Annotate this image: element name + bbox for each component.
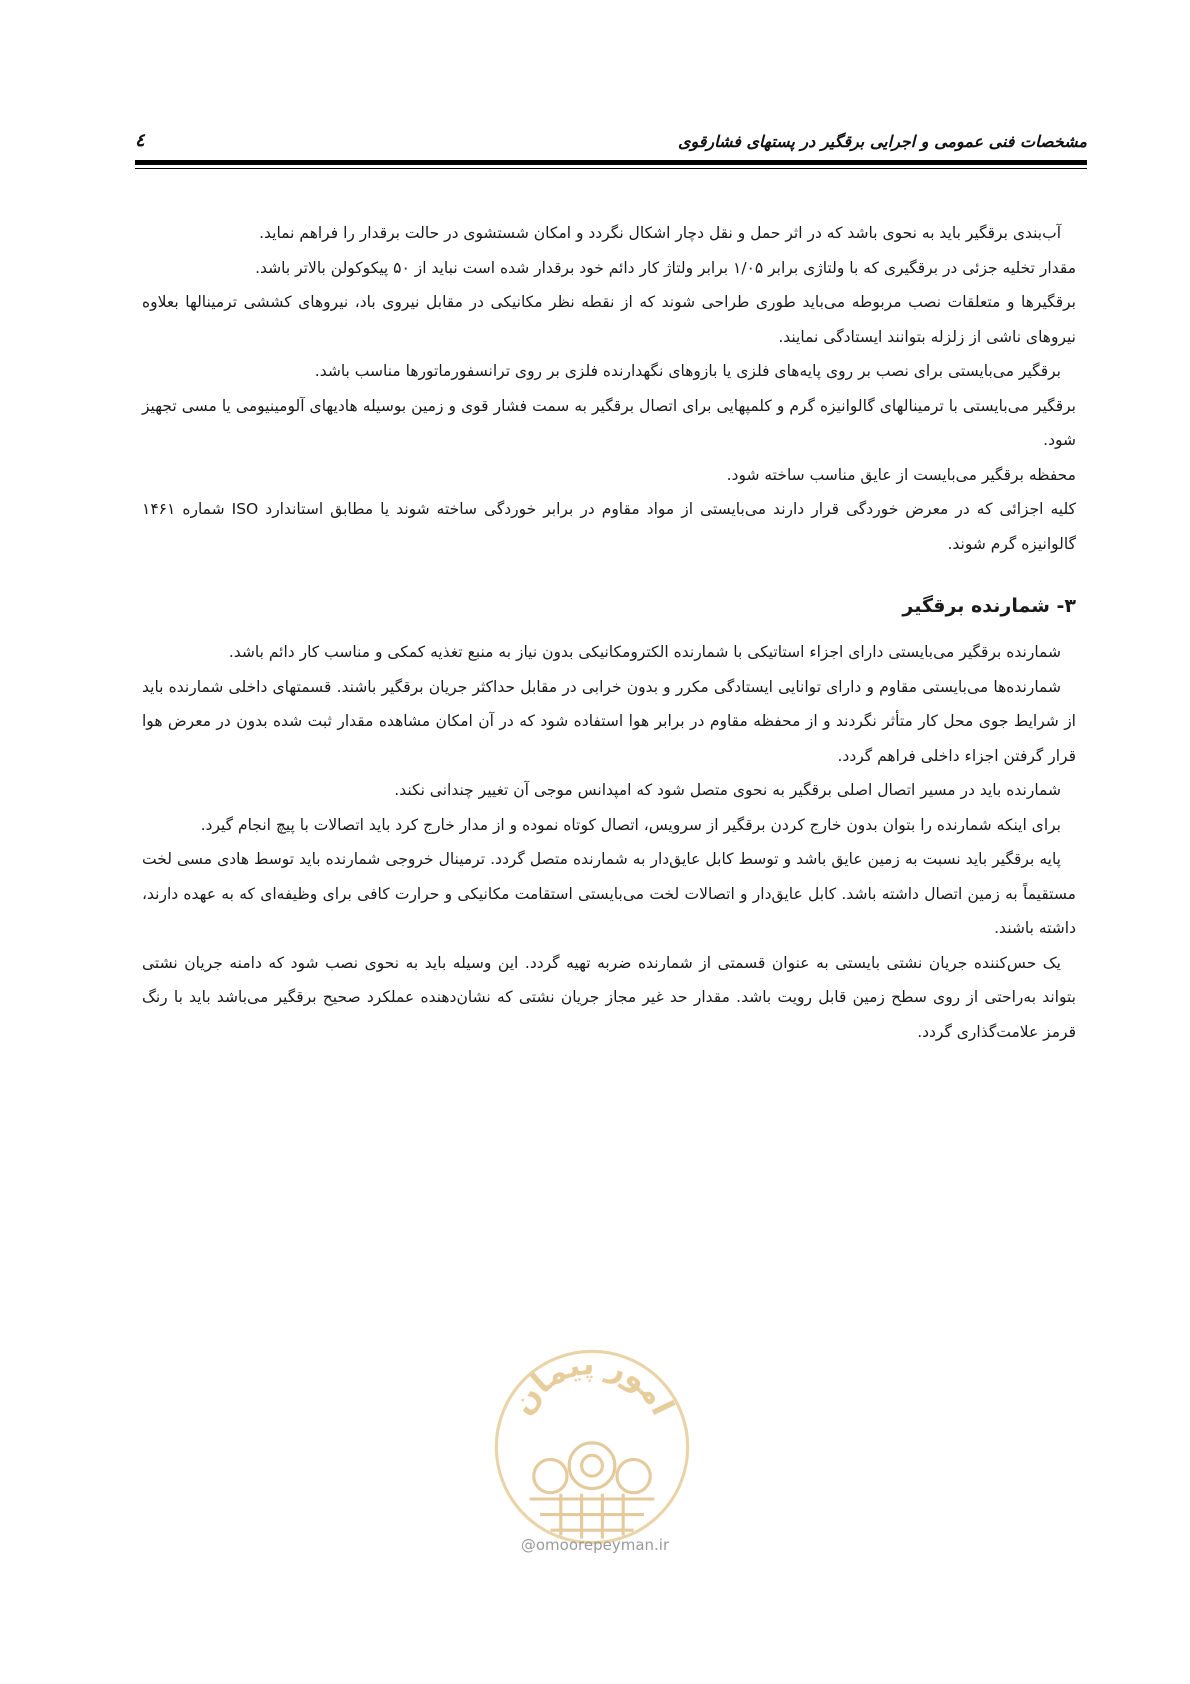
paragraph: محفظه برقگیر می‌بایست از عایق مناسب ساخته شود.: [726, 465, 1076, 484]
header-title: مشخصات فنی عمومی و اجرایی برقگیر در پستهای فشارقوی: [677, 132, 1087, 151]
header-rule-thick: [135, 160, 1087, 165]
header-rule-thin: [135, 168, 1087, 169]
watermark-url: @omoorepeyman.ir: [520, 1536, 670, 1554]
paragraph: مقدار تخلیه جزئی در برقگیری که با ولتاژی برابر ۱/۰۵ برابر ولتاژ کار دائم خود برقدار شده است نباید از ۵۰ پیکوکولن بالاتر باشد.: [255, 258, 1076, 277]
watermark-logo-icon: [488, 1343, 696, 1551]
page-number: ٤: [135, 130, 145, 151]
paragraph: برقگیر می‌بایستی برای نصب بر روی پایه‌های فلزی یا بازوهای نگهدارنده فلزی بر روی ترانسفورماتورها مناسب باشد.: [314, 362, 1061, 380]
paragraph: شمارنده باید در مسیر اتصال اصلی برقگیر به نحوی متصل شود که امپدانس موجی آن تغییر چندانی نکند.: [394, 781, 1061, 799]
paragraph: برقگیر می‌بایستی با ترمینالهای گالوانیزه گرم و کلمپهایی برای اتصال برقگیر به سمت فشار قوی و زمین بوسیله هادیهای آلومینیومی یا مسی تجهیز شود.: [142, 396, 1076, 449]
paragraph: آب‌بندی برقگیر باید به نحوی باشد که در اثر حمل و نقل دچار اشکال نگردد و امکان شستشوی در حالت برقدار را فراهم نماید.: [259, 224, 1061, 242]
watermark-logo-text: امور پیمان: [504, 1346, 681, 1422]
paragraph: شمارنده‌ها می‌بایستی مقاوم و دارای توانایی ایستادگی مکرر و بدون خرابی در مقابل حداکثر جریان برقگیر باشند. قسمتهای داخلی شمارنده باید از شرایط جوی محل کار متأثر نگردند و از محفظه مقاوم در برابر هوا استفاده شود که در آن امکان مشاهده مقدار ثبت شده بدون در معرض هوا قرار گرفتن اجزاء داخلی فراهم گردد.: [142, 677, 1076, 765]
paragraph: پایه برقگیر باید نسبت به زمین عایق باشد و توسط کابل عایق‌دار به شمارنده متصل گردد. ترمینال خروجی شمارنده باید توسط هادی مسی لخت مستقیماً به زمین اتصال داشته باشد. کابل عایق‌دار و اتصالات لخت می‌بایستی استقامت مکانیکی و حرارت کافی برای وظیفه‌ای که به عهده دارند، داشته باشند.: [142, 850, 1076, 937]
paragraph: یک حس‌کننده جریان نشتی بایستی به عنوان قسمتی از شمارنده ضربه تهیه گردد. این وسیله باید به نحوی نصب شود که دامنه جریان نشتی بتواند به‌راحتی از روی سطح زمین قابل رویت باشد. مقدار حد غیر مجاز جریان نشتی که نشان‌دهنده عملکرد صحیح برقگیر می‌باشد باید با رنگ قرمز علامت‌گذاری گردد.: [142, 953, 1076, 1041]
paragraph: برای اینکه شمارنده را بتوان بدون خارج کردن برقگیر از سرویس، اتصال کوتاه نموده و از مدار خارج کرد باید اتصالات با پیچ انجام گیرد.: [200, 815, 1061, 834]
paragraph: کلیه اجزائی که در معرض خوردگی قرار دارند می‌بایستی از مواد مقاوم در برابر خوردگی ساخته شوند یا مطابق استاندارد ISO شماره ۱۴۶۱ گالوانیزه گرم شوند.: [142, 500, 1076, 553]
section-heading: ۳- شمارنده برقگیر: [902, 595, 1076, 617]
paragraph: برقگیرها و متعلقات نصب مربوطه می‌باید طوری طراحی شوند که از نقطه نظر مکانیکی در مقابل نیروی باد، نیروهای کششی ترمینالها بعلاوه نیروهای ناشی از زلزله بتوانند ایستادگی نمایند.: [142, 293, 1076, 346]
body-text: [142, 216, 1076, 1049]
paragraph: شمارنده برقگیر می‌بایستی دارای اجزاء استاتیکی با شمارنده الکترومکانیکی بدون نیاز به منبع تغذیه کمکی و مناسب کار دائم باشد.: [228, 643, 1061, 661]
svg-text:امور پیمان: [504, 1346, 680, 1421]
